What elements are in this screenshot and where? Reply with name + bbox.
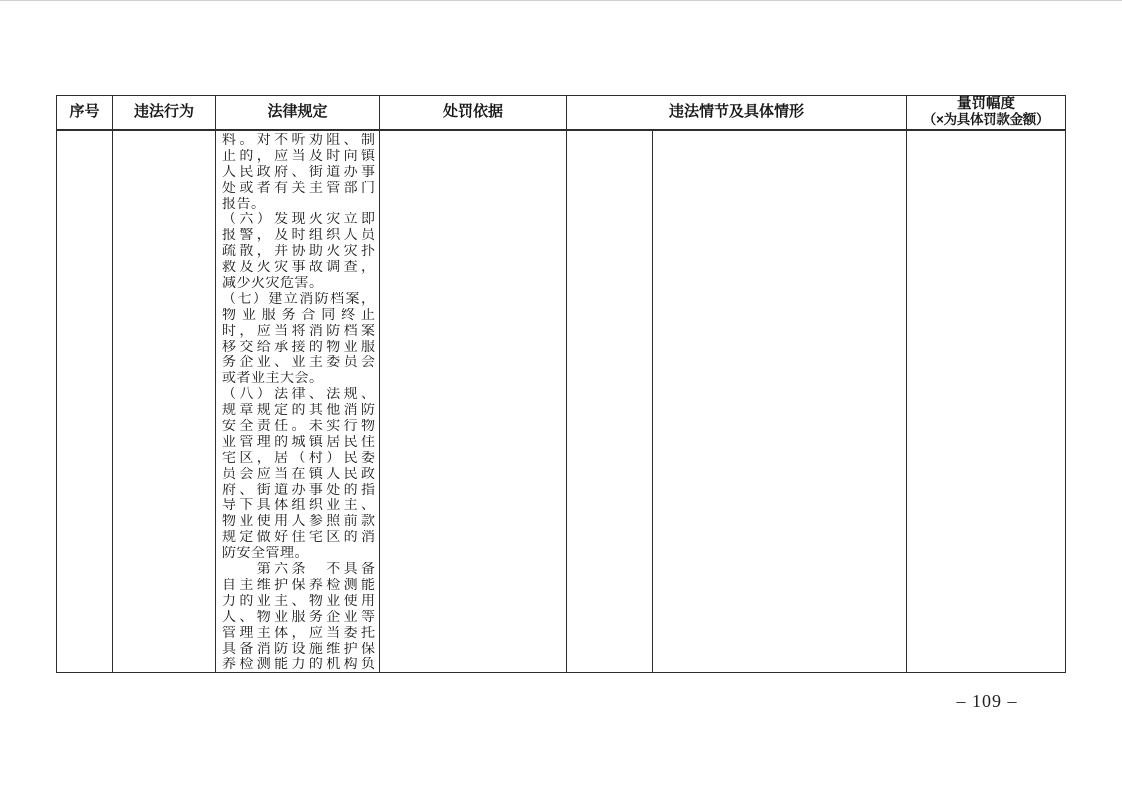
header-weifa-xingwei: 违法行为 bbox=[113, 96, 216, 129]
legal-text-line: 时，应当将消防档案 bbox=[222, 323, 375, 339]
penalty-table bbox=[56, 95, 1066, 673]
cell-chufa-yiju bbox=[380, 131, 567, 672]
legal-text-line: 物业使用人参照前款 bbox=[222, 514, 375, 530]
legal-text-line: 防安全管理。 bbox=[222, 546, 309, 562]
header-xuhao: 序号 bbox=[57, 96, 113, 129]
table-header-row bbox=[57, 96, 1065, 131]
legal-text-line: 务企业、业主委员会 bbox=[222, 355, 375, 371]
legal-text-line: 救及火灾事故调查， bbox=[222, 260, 375, 276]
legal-text-line: 自主维护保养检测能 bbox=[222, 577, 375, 593]
legal-text-line: 或者业主大会。 bbox=[222, 371, 324, 387]
header-chufa-yiju: 处罚依据 bbox=[380, 96, 567, 129]
header-weifa-qingjie: 违法情节及具体情形 bbox=[567, 96, 907, 129]
legal-text-line: 员会应当在镇人民政 bbox=[222, 466, 375, 482]
cell-weifa-xingwei bbox=[113, 131, 216, 672]
page-number: – 109 – bbox=[956, 691, 1018, 711]
legal-text-line: 第六条 不具备 bbox=[222, 562, 375, 578]
legal-text-line: 管理主体，应当委托 bbox=[222, 625, 375, 641]
legal-text-line: 人民政府、街道办事 bbox=[222, 164, 375, 180]
cell-falv-guiding-text bbox=[216, 131, 380, 672]
cell-qingjie-sub1 bbox=[567, 131, 653, 672]
cell-xuhao bbox=[57, 131, 113, 672]
cell-qingjie-sub2 bbox=[653, 131, 907, 672]
legal-text-line: 宅区，居（村）民委 bbox=[222, 450, 375, 466]
legal-text-line: （八）法律、法规、 bbox=[222, 387, 375, 403]
cell-liangfa-fudu bbox=[907, 131, 1065, 672]
legal-text-line: 规定做好住宅区的消 bbox=[222, 530, 375, 546]
header-falv-guiding: 法律规定 bbox=[216, 96, 380, 129]
legal-text-line: 移交给承接的物业服 bbox=[222, 339, 375, 355]
legal-text-line: 规章规定的其他消防 bbox=[222, 403, 375, 419]
legal-text-line: （七）建立消防档案， bbox=[222, 291, 375, 307]
legal-text-line: 物业服务合同终止 bbox=[222, 307, 375, 323]
scan-edge-line bbox=[0, 0, 1122, 1]
legal-text-line: 疏散，并协助火灾扑 bbox=[222, 244, 375, 260]
legal-text-line: 处或者有关主管部门 bbox=[222, 180, 375, 196]
table-body-row bbox=[57, 131, 1065, 672]
header-liangfa-fudu bbox=[907, 96, 1065, 129]
legal-text-line: 府、街道办事处的指 bbox=[222, 482, 375, 498]
legal-text-line: 具备消防设施维护保 bbox=[222, 641, 375, 657]
legal-text-line: 力的业主、物业使用 bbox=[222, 593, 375, 609]
header-liangfa-fudu-line1: 量罚幅度 bbox=[957, 96, 1015, 113]
legal-text-line: 安全责任。未实行物 bbox=[222, 419, 375, 435]
legal-text-line: 报警，及时组织人员 bbox=[222, 228, 375, 244]
legal-text-line: 养检测能力的机构负 bbox=[222, 657, 375, 672]
legal-text-line: （六）发现火灾立即 bbox=[222, 212, 375, 228]
legal-text-line: 业管理的城镇居民住 bbox=[222, 434, 375, 450]
legal-text-line: 止的，应当及时向镇 bbox=[222, 148, 375, 164]
legal-text-line: 报告。 bbox=[222, 196, 266, 212]
legal-text-line: 导下具体组织业主、 bbox=[222, 498, 375, 514]
legal-text-line: 减少火灾危害。 bbox=[222, 276, 324, 292]
legal-text-line: 人、物业服务企业等 bbox=[222, 609, 375, 625]
header-liangfa-fudu-line2: （×为具体罚款金额） bbox=[922, 112, 1050, 128]
legal-text-line: 料。对不听劝阻、制 bbox=[222, 133, 375, 148]
